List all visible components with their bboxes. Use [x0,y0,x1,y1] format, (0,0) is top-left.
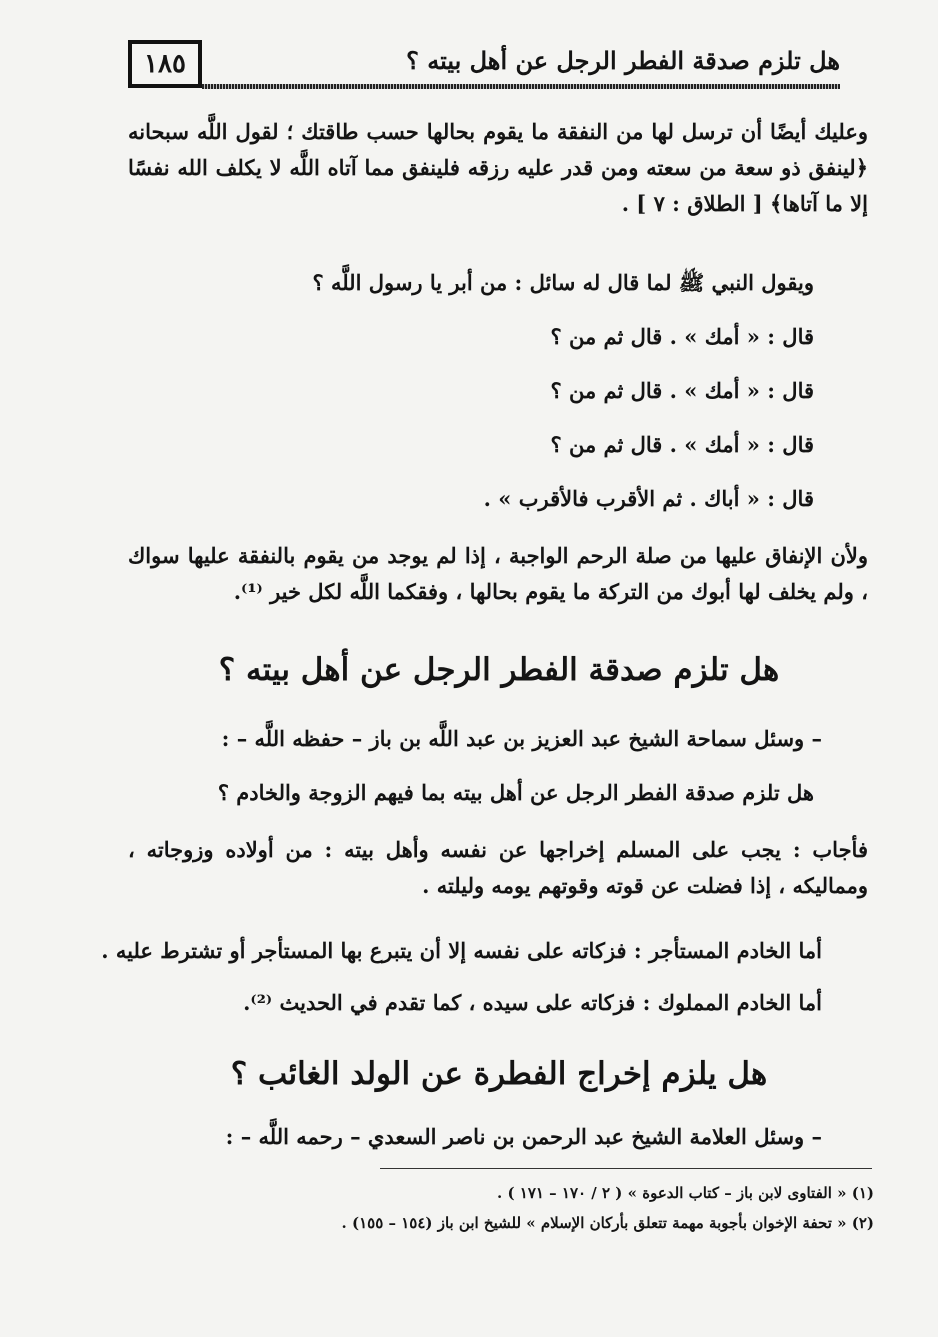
hired-servant-ruling: أما الخادم المستأجر : فزكاته على نفسه إلا أن يتبرع بها المستأجر أو تشترط عليه . [101,938,822,963]
footnote-2: (٢) « تحفة الإخوان بأجوبة مهمة تتعلق بأركان الإسلام » للشيخ ابن باز (١٥٤ – ١٥٥) . [341,1214,874,1232]
hadith-line-4: قال : « أباك . ثم الأقرب فالأقرب » . [483,486,814,511]
hadith-intro: ويقول النبي ﷺ لما قال له سائل : من أبر يا رسول اللَّه ؟ [312,270,814,295]
section-heading-2: هل يلزم إخراج الفطرة عن الولد الغائب ؟ [230,1056,768,1092]
section-heading-1: هل تلزم صدقة الفطر الرجل عن أهل بيته ؟ [218,652,780,688]
hadith-line-2: قال : « أمك » . قال ثم من ؟ [550,378,814,403]
footnote-1: (١) « الفتاوى لابن باز – كتاب الدعوة » ( ٢ / ١٧٠ – ١٧١ ) . [497,1184,874,1202]
question-text-1: هل تلزم صدقة الفطر الرجل عن أهل بيته بما فيهم الزوجة والخادم ؟ [217,780,814,805]
running-title: هل تلزم صدقة الفطر الرجل عن أهل بيته ؟ [406,46,840,75]
paragraph-support-mother: وعليك أيضًا أن ترسل لها من النفقة ما يقوم بحالها حسب طاقتك ؛ لقول اللَّه سبحانه ﴿لينفق ذو سعة من سعته ومن قدر عليه رزقه فلينفق مما آتاه اللَّه لا يكلف الله نفسًا إلا ما آتاها﴾ [ الطلاق : ٧ ] . [128,119,868,216]
hadith-line-1: قال : « أمك » . قال ثم من ؟ [550,324,814,349]
paragraph-kinship: ولأن الإنفاق عليها من صلة الرحم الواجبة ، إذا لم يوجد من يقوم بالنفقة عليها سواك ، ولم يخلف لها أبوك من التركة ما يقوم بحالها ، وفقكما اللَّه لكل خير ⁽¹⁾. [128,543,868,604]
owned-servant-ruling: أما الخادم المملوك : فزكاته على سيده ، كما تقدم في الحديث ⁽²⁾. [243,990,822,1015]
answer-paragraph: فأجاب : يجب على المسلم إخراجها عن نفسه وأهل بيته : من أولاده وزوجاته ، ومماليكه ، إذا فضلت عن قوته وقوتهم يومه وليلته . [128,837,868,898]
footnote-divider [380,1168,872,1169]
question-asker-2: – وسئل العلامة الشيخ عبد الرحمن بن ناصر السعدي – رحمه اللَّه – : [225,1124,822,1149]
hadith-line-3: قال : « أمك » . قال ثم من ؟ [550,432,814,457]
question-asker-1: – وسئل سماحة الشيخ عبد العزيز بن عبد اللَّه بن باز – حفظه اللَّه – : [221,726,822,751]
page-number: ١٨٥ [128,40,202,88]
header-rule [202,84,840,89]
page-header [128,40,840,92]
